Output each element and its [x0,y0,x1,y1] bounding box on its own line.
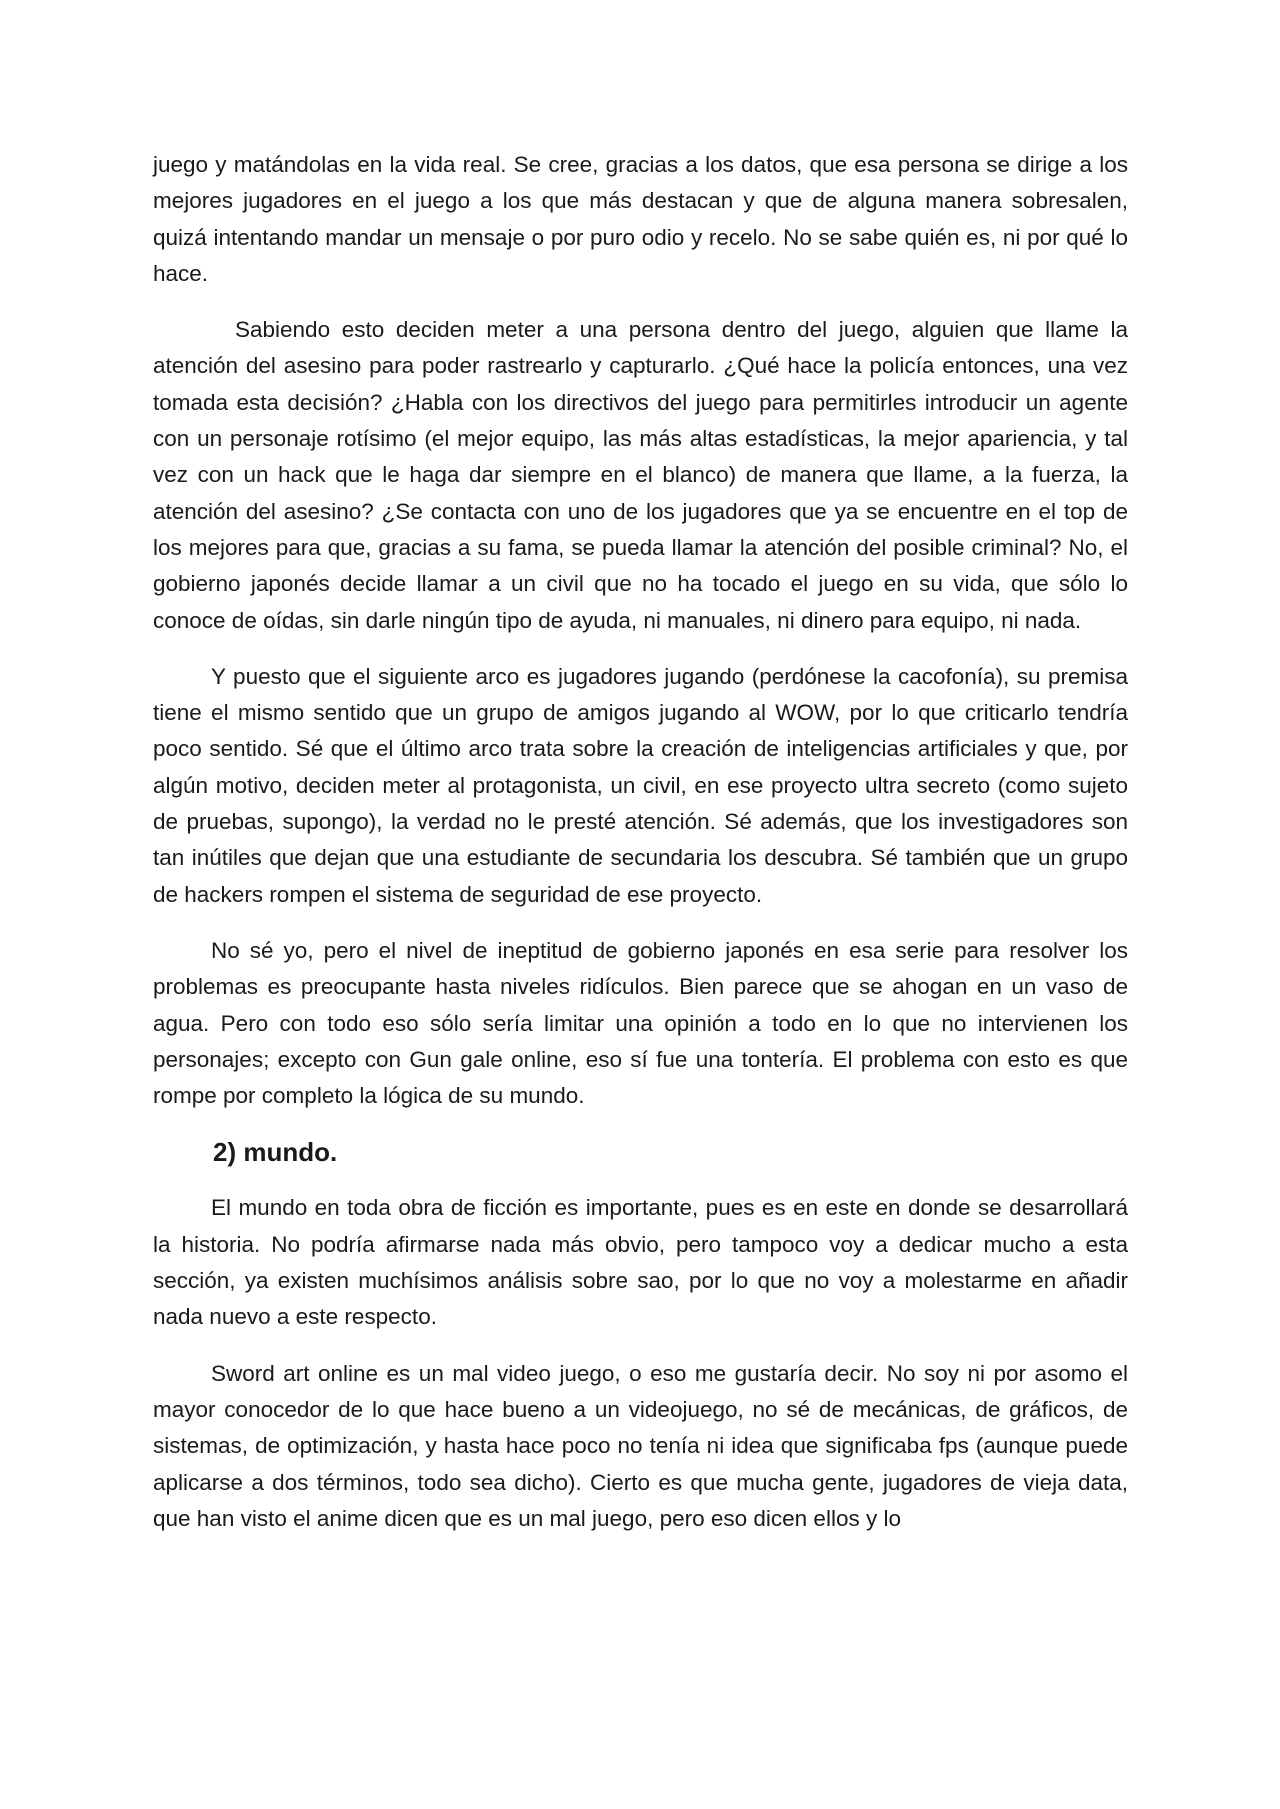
paragraph-ineptitude: No sé yo, pero el nivel de ineptitud de gobierno japonés en esa serie para resolver los problemas es preocupante hasta niveles ridículos. Bien parece que se ahogan en un vaso de agua. Pero con todo eso sólo sería limitar una opinión a todo en lo que no intervienen los personajes; excepto con Gun gale online, eso sí fue una tontería. El problema con esto es que rompe por completo la lógica de su mundo. [153,937,1128,1109]
paragraph-arcs: Y puesto que el siguiente arco es jugadores jugando (perdónese la cacofonía), su premisa tiene el mismo sentido que un grupo de amigos jugando al WOW, por lo que criticarlo tendría poco sentido. Sé que el último arco trata sobre la creación de inteligencias artificiales y que, por algún motivo, deciden meter al protagonista, un civil, en ese proyecto ultra secreto (como sujeto de pruebas, supongo), la verdad no le presté atención. Sé además, que los investigadores son tan inútiles que dejan que una estudiante de secundaria los descubra. Sé también que un grupo de hackers rompen el sistema de seguridad de ese proyecto. [153,663,1128,907]
paragraph-police-decision: Sabiendo esto deciden meter a una persona dentro del juego, alguien que llame la atención del asesino para poder rastrearlo y capturarlo. ¿Qué hace la policía entonces, una vez tomada esta decisión? ¿Habla con los directivos del juego para permitirles introducir un agente con un personaje rotísimo (el mejor equipo, las más altas estadísticas, la mejor apariencia, y tal vez con un hack que le haga dar siempre en el blanco) de manera que llame, a la fuerza, la atención del asesino? ¿Se contacta con uno de los jugadores que ya se encuentre en el top de los mejores para que, gracias a su fama, se pueda llamar la atención del posible criminal? No, el gobierno japonés decide llamar a un civil que no ha tocado el juego en su vida, que sólo lo conoce de oídas, sin darle ningún tipo de ayuda, ni manuales, ni dinero para equipo, ni nada. [153,317,1128,633]
document-page [153,147,1128,1537]
paragraph-intro: juego y matándolas en la vida real. Se cree, gracias a los datos, que esa persona se dirige a los mejores jugadores en el juego a los que más destacan y que de alguna manera sobresalen, quizá intentando mandar un mensaje o por puro odio y recelo. No se sabe quién es, ni por qué lo hace. [153,152,1128,286]
section-heading: 2) mundo. [213,1137,338,1168]
paragraph-world: El mundo en toda obra de ficción es importante, pues es en este en donde se desarrollará la historia. No podría afirmarse nada más obvio, pero tampoco voy a dedicar mucho a esta sección, ya existen muchísimos análisis sobre sao, por lo que no voy a molestarme en añadir nada nuevo a este respecto. [153,1195,1128,1330]
paragraph-videogame: Sword art online es un mal video juego, o eso me gustaría decir. No soy ni por asomo el mayor conocedor de lo que hace bueno a un videojuego, no sé de mecánicas, de gráficos, de sistemas, de optimización, y hasta hace poco no tenía ni idea que significaba fps (aunque puede aplicarse a dos términos, todo sea dicho). Cierto es que mucha gente, jugadores de vieja data, que han visto el anime dicen que es un mal juego, pero eso dicen ellos y lo [153,1360,1128,1531]
